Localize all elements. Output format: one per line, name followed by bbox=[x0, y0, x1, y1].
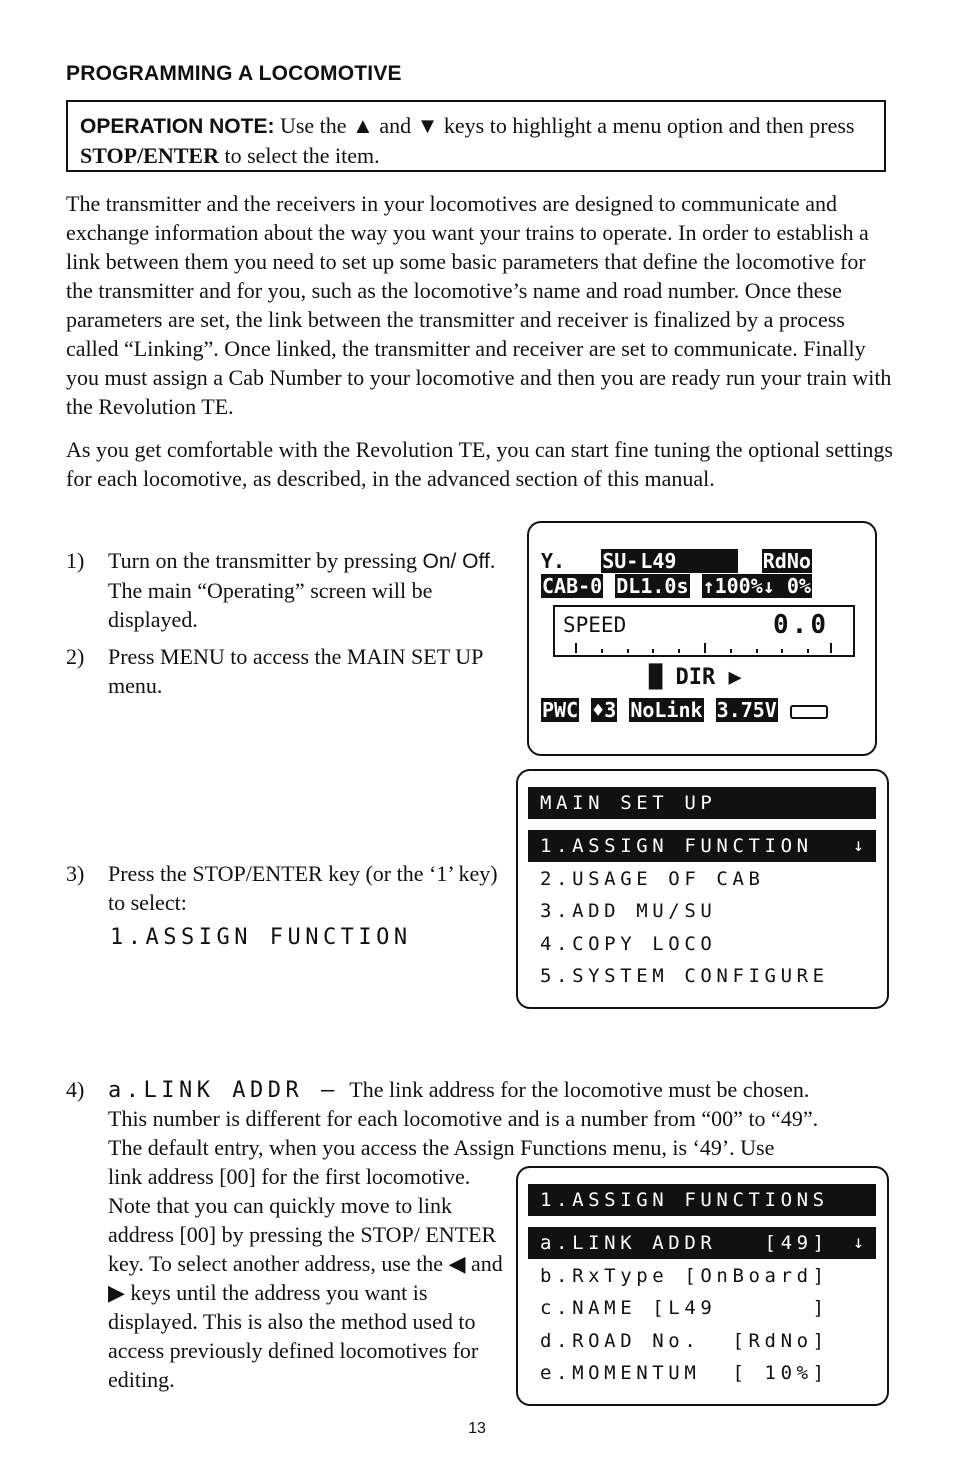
direction-block-icon: █ bbox=[649, 665, 663, 690]
step-4-line-3: The default entry, when you access the Assign Functions menu, is ‘49’. Use bbox=[108, 1135, 775, 1160]
step-3-lcd-text: 1.ASSIGN FUNCTION bbox=[110, 925, 412, 950]
triangle-up-icon: ▲ bbox=[352, 113, 374, 138]
arrow-down-icon: ↓ bbox=[853, 835, 864, 856]
menu-item-road-no[interactable]: d.ROAD No. [RdNo] bbox=[540, 1330, 829, 1352]
triangle-left-icon: ◀ bbox=[448, 1251, 466, 1276]
page-heading: PROGRAMMING A LOCOMOTIVE bbox=[66, 62, 402, 85]
speed-value: 0.0 bbox=[773, 610, 829, 640]
signal-icon: Y. bbox=[541, 549, 566, 573]
step-4-body: link address [00] for the first locomotive. Note that you can quickly move to link address [00] by pressing the STOP/ ENTER key. To select another address, use the ◀ and ▶ keys until the address you want is displayed. This is also the method used to access previously defined locomotives for editing. bbox=[108, 1164, 503, 1392]
status-row-2: CAB-0 DL1.0s ↑100%↓ 0% bbox=[542, 574, 811, 598]
direction-arrow-icon: ▶ bbox=[728, 665, 742, 690]
menu-item-usage-of-cab[interactable]: 2.USAGE OF CAB bbox=[540, 868, 765, 890]
step-3-number: 3) bbox=[66, 861, 85, 886]
operating-screen bbox=[527, 521, 877, 756]
step-2-number: 2) bbox=[66, 644, 85, 669]
note-label: OPERATION NOTE: bbox=[80, 115, 275, 138]
assign-functions-title: 1.ASSIGN FUNCTIONS bbox=[528, 1184, 876, 1216]
speed-label: SPEED bbox=[563, 613, 627, 637]
intro-paragraph: The transmitter and the receivers in your locomotives are designed to communicate and exchange information about the way you want your trains to operate. In order to establish a link between them you need to set up some basic parameters that define the locomotive for the transmitter and for you, such as the locomotive’s name and road number. Once these parameters are set, the link between the transmitter and receiver is finalized by a process called “Linking”. Once linked, the transmitter and receiver are set to communicate. Finally you must assign a Cab Number to your locomotive and then you are ready run your train with the Revolution TE. bbox=[66, 191, 892, 419]
triangle-down-icon: ▼ bbox=[416, 113, 439, 138]
menu-item-name[interactable]: c.NAME [L49 ] bbox=[540, 1297, 829, 1319]
direction-row: █ DIR ▶ bbox=[649, 665, 742, 690]
speed-scale bbox=[575, 643, 833, 653]
step-3-text: Press the STOP/ENTER key (or the ‘1’ key) to select: bbox=[108, 861, 498, 915]
step-4-line-1: a.LINK ADDR – The link address for the locomotive must be chosen. bbox=[108, 1077, 810, 1103]
operation-note-text: OPERATION NOTE: Use the ▲ and ▼ keys to highlight a menu option and then press STOP/ENTER to select the item. bbox=[80, 113, 855, 168]
on-off-key: On/ Off bbox=[422, 550, 490, 573]
step-1-number: 1) bbox=[66, 548, 85, 573]
step-2-text: Press MENU to access the MAIN SET UP menu. bbox=[108, 644, 483, 698]
menu-item-add-mu-su[interactable]: 3.ADD MU/SU bbox=[540, 900, 717, 922]
operation-note-box bbox=[66, 100, 886, 172]
step-4-line-2: This number is different for each locomotive and is a number from “00” to “49”. bbox=[108, 1106, 819, 1131]
battery-icon bbox=[790, 705, 828, 719]
arrow-down-icon: ↓ bbox=[853, 1232, 864, 1253]
menu-item-momentum[interactable]: e.MOMENTUM [ 10%] bbox=[540, 1362, 829, 1384]
speed-box bbox=[553, 605, 855, 657]
menu-item-link-addr[interactable]: a.LINK ADDR [49] ↓ bbox=[528, 1227, 876, 1259]
menu-item-rx-type[interactable]: b.RxType [OnBoard] bbox=[540, 1265, 829, 1287]
triangle-right-icon: ▶ bbox=[108, 1280, 125, 1305]
status-row-bottom: PWC ♦3 NoLink 3.75V bbox=[541, 699, 828, 721]
main-setup-title: MAIN SET UP bbox=[528, 787, 876, 819]
step-4-number: 4) bbox=[66, 1077, 85, 1102]
main-setup-screen bbox=[516, 769, 889, 1009]
menu-item-copy-loco[interactable]: 4.COPY LOCO bbox=[540, 933, 717, 955]
page-number: 13 bbox=[468, 1420, 486, 1437]
menu-item-system-configure[interactable]: 5.SYSTEM CONFIGURE bbox=[540, 965, 829, 987]
status-row-1: Y. SU- L49 RdNo bbox=[541, 549, 811, 573]
assign-functions-screen bbox=[516, 1166, 889, 1406]
step-1-text: Turn on the transmitter by pressing On/ Off. The main “Operating” screen will be displayed. bbox=[108, 548, 496, 632]
tuning-paragraph: As you get comfortable with the Revolution TE, you can start fine tuning the optional settings for each locomotive, as described, in the advanced section of this manual. bbox=[66, 437, 893, 491]
menu-item-assign-function[interactable]: 1.ASSIGN FUNCTION ↓ bbox=[528, 830, 876, 862]
